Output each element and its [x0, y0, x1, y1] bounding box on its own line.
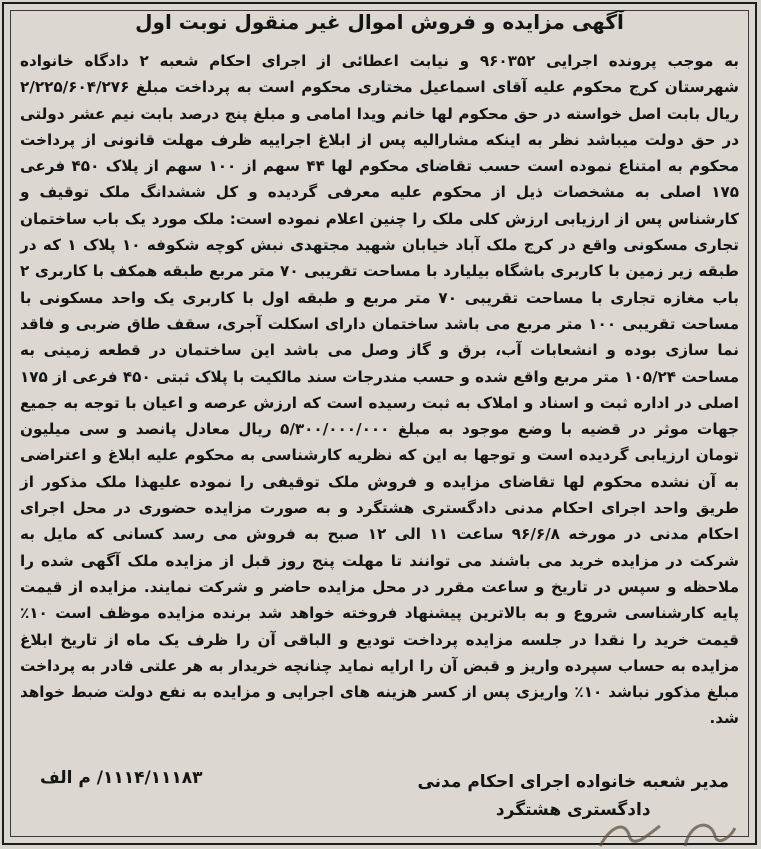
notice-title: آگهی مزایده و فروش اموال غیر منقول نوبت اول: [135, 10, 624, 34]
signature-court: دادگستری هشتگرد: [495, 800, 651, 820]
handwritten-mark-icon: [590, 808, 740, 848]
notice-body-paragraph: به موجب پرونده اجرایی ۹۶۰۳۵۲ و نیابت اعطائی از اجرای احکام شعبه ۲ دادگاه خانواده شهرستان کرج محکوم علیه آقای اسماعیل مختاری محکوم است به پرداخت مبلغ ۲/۲۲۵/۶۰۴/۲۷۶ ریال بابت اصل خواسته در حق محکوم لها خانم ویدا امامی و مبلغ پنج درصد بابت نیم عشر دولتی در حق دولت میباشد نظر به اینکه مشارالیه پس از ابلاغ اجراییه ظرف مهلت قانونی از پرداخت محکوم به امتناع نموده است حسب تقاضای محکوم لها ۴۴ سهم از ۱۰۰ سهم از پلاک ۴۵۰ فرعی ۱۷۵ اصلی به مشخصات ذیل از محکوم علیه معرفی گردیده و کل ششدانگ ملک توقیف و کارشناس پس از ارزیابی ارزش کلی ملک را چنین اعلام نموده است: ملک مورد یک باب ساختمان تجاری مسکونی واقع در کرج ملک آباد خیابان شهید مجتهدی نبش کوچه شکوفه ۱۰ پلاک ۱ که در طبقه زیر زمین با کاربری باشگاه بیلیارد با مساحت تقریبی ۷۰ متر مربع طبقه همکف با کاربری ۲ باب مغازه تجاری با مساحت تقریبی ۷۰ متر مربع و طبقه اول با کاربری یک واحد مسکونی با مساحت تقریبی ۱۰۰ متر مربع می باشد ساختمان دارای اسکلت آجری، سقف طاق ضربی و فاقد نما سازی بوده و انشعابات آب، برق و گاز وصل می باشد این ساختمان در قطعه زمینی به مساحت ۱۰۵/۲۴ متر مربع واقع شده و حسب مندرجات سند مالکیت با پلاک ثبتی ۴۵۰ فرعی از ۱۷۵ اصلی در اداره ثبت و اسناد و املاک به ثبت رسیده است که ارزش عرصه و اعیان با توجه به جمیع جهات موثر در قضیه با وضع موجود به مبلغ ۵/۳۰۰/۰۰۰/۰۰۰ ریال معادل پانصد و سی میلیون تومان ارزیابی گردیده است و توجها به این که نظریه کارشناسی به محکوم علیه ابلاغ و اعتراضی به آن نشده محکوم لها تقاضای مزایده و فروش ملک توقیفی را نموده علیهذا ملک مذکور از طریق واحد اجرای احکام مدنی دادگستری هشتگرد و به صورت مزایده حضوری در محل اجرای احکام مدنی در مورخه ۹۶/۶/۸ ساعت ۱۱ الی ۱۲ صبح به فروش می رسد کسانی که مایل به شرکت در مزایده خرید می باشند می توانند تا مهلت پنج روز قبل از مزایده ملک آگهی شده را ملاحظه و سپس در تاریخ و ساعت مقرر در محل مزایده حاضر و شرکت نمایند. مزایده از قیمت پایه کارشناسی شروع و به بالاترین پیشنهاد فروخته خواهد شد برنده مزایده موظف است ۱۰٪ قیمت خرید را نقدا در جلسه مزایده پرداخت تودیع و الباقی آن را ظرف یک ماه از تاریخ ابلاغ مزایده به حساب سپرده واریز و قبض آن را ارایه نماید چنانچه خریدار به هر علتی قادر به پرداخت مبلغ مذکور نباشد ۱۰٪ واریزی پس از کسر هزینه های اجرایی و مزایده به نفع دولت ضبط خواهد شد.: [20, 52, 740, 728]
notice-body: [20, 48, 739, 732]
reference-number: ۱۱۱۴/۱۱۱۸۳/ م الف: [40, 768, 203, 788]
signature-title: مدیر شعبه خانواده اجرای احکام مدنی: [417, 772, 729, 792]
notice-frame: [2, 2, 757, 845]
